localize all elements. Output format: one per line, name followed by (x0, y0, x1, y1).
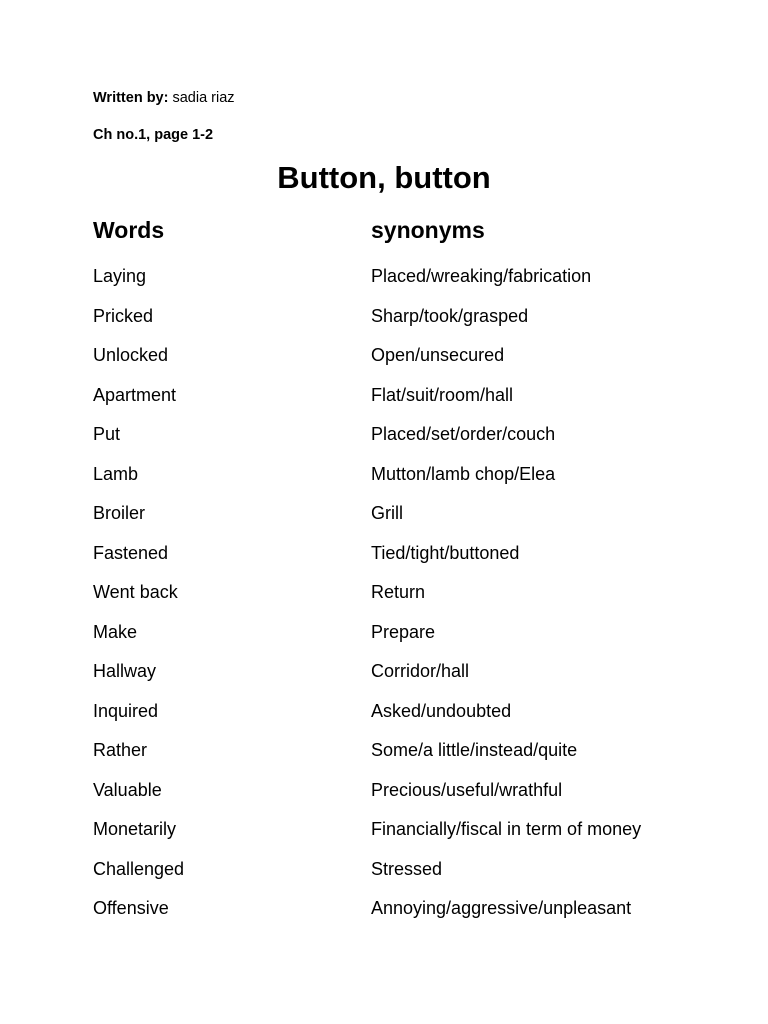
word-cell: Put (93, 424, 121, 444)
table-row (93, 345, 713, 385)
synonyms-cell: Placed/wreaking/fabrication (371, 266, 592, 286)
word-cell: Hallway (93, 661, 157, 681)
word-cell: Went back (93, 582, 178, 602)
word-cell: Laying (93, 266, 147, 286)
synonyms-cell: Financially/fiscal in term of money (371, 819, 642, 839)
synonyms-cell: Corridor/hall (371, 661, 470, 681)
word-cell: Broiler (93, 503, 146, 523)
table-row (93, 859, 713, 899)
table-body (93, 266, 713, 938)
word-cell: Unlocked (93, 345, 169, 365)
table-row (93, 306, 713, 346)
word-cell: Apartment (93, 384, 177, 405)
table-row (93, 740, 713, 780)
word-cell: Lamb (93, 463, 139, 484)
table-row (93, 464, 713, 504)
word-cell: Rather (93, 740, 148, 760)
synonyms-cell: Precious/useful/wrathful (371, 779, 563, 800)
table-row (93, 503, 713, 543)
vocabulary-table (93, 217, 713, 918)
synonyms-cell: Grill (371, 503, 403, 523)
table-row (93, 780, 713, 820)
table-row (93, 424, 713, 464)
author-name: sadia riaz (172, 90, 235, 106)
word-cell: Make (93, 621, 138, 642)
synonyms-cell: Annoying/aggressive/unpleasant (371, 898, 632, 918)
synonyms-cell: Tied/tight/buttoned (371, 542, 520, 563)
synonyms-cell: Sharp/took/grasped (371, 305, 529, 326)
word-cell: Valuable (93, 779, 162, 800)
word-cell: Fastened (93, 542, 169, 563)
table-row (93, 622, 713, 662)
table-header (93, 217, 713, 251)
table-row (93, 385, 713, 425)
synonyms-cell: Prepare (371, 621, 436, 642)
synonyms-cell: Asked/undoubted (371, 700, 512, 721)
synonyms-cell: Flat/suit/room/hall (371, 384, 514, 405)
synonyms-cell: Stressed (371, 858, 443, 879)
synonyms-cell: Placed/set/order/couch (371, 424, 556, 444)
table-row (93, 898, 713, 938)
synonyms-cell: Some/a little/instead/quite (371, 740, 578, 760)
author-label: Written by: (93, 90, 169, 106)
word-cell: Challenged (93, 858, 185, 879)
table-row (93, 543, 713, 583)
document-title: Button, button (277, 160, 491, 195)
table-row (93, 582, 713, 622)
word-cell: Monetarily (93, 819, 177, 839)
table-row (93, 819, 713, 859)
synonyms-cell: Return (371, 582, 426, 602)
synonyms-cell: Open/unsecured (371, 345, 505, 365)
chapter-reference: Ch no.1, page 1-2 (93, 127, 214, 143)
word-cell: Pricked (93, 305, 154, 326)
author-line (93, 90, 235, 106)
synonyms-cell: Mutton/lamb chop/Elea (371, 463, 556, 484)
words-column-header: Words (93, 217, 165, 243)
table-row (93, 701, 713, 741)
synonyms-column-header: synonyms (371, 217, 485, 243)
table-row (93, 661, 713, 701)
word-cell: Offensive (93, 898, 169, 918)
word-cell: Inquired (93, 700, 159, 721)
table-row (93, 266, 713, 306)
